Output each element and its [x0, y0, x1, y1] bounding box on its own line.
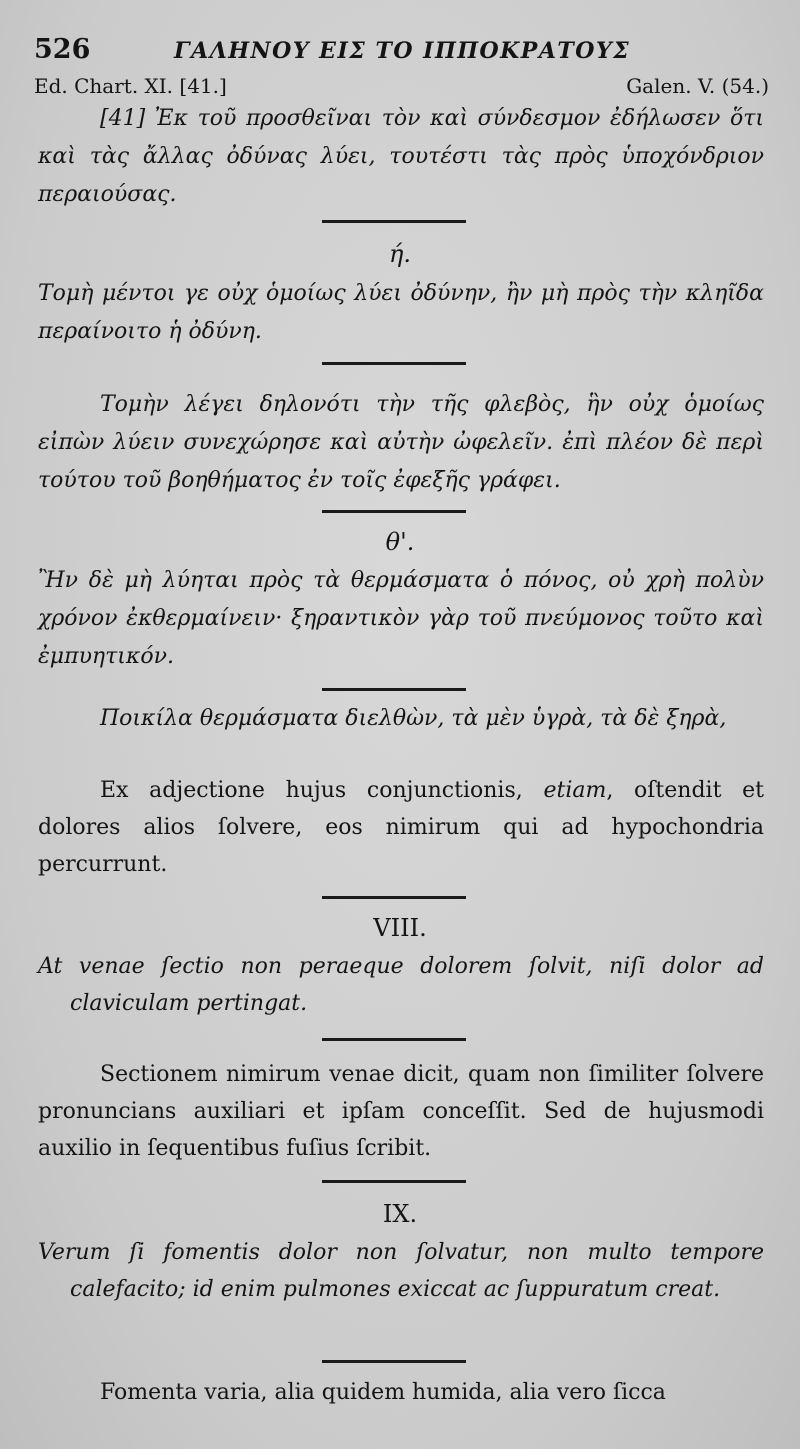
section-rule	[322, 220, 466, 223]
latin-aphorism-viii: At venae ſectio non peraeque dolorem ſolvit, niſi dolor ad claviculam pertingat.	[38, 954, 764, 1016]
greek-commentary-ix: Ποικίλα θερμάσματα διελθὼν, τὰ μὲν ὑγρὰ, τὰ δὲ ξηρὰ,	[100, 706, 727, 731]
latin-commentary-ix: Fomenta varia, alia quidem humida, alia vero ſicca	[100, 1380, 666, 1405]
latin-aphorism-number-viii: VIII.	[373, 914, 427, 942]
latin-aphorism-ix: Verum ſi fomentis dolor non ſolvatur, non multo tempore calefacito; id enim pulmones exiccat ac ſuppuratum creat.	[38, 1240, 764, 1302]
latin-aphorism-number-ix: IX.	[382, 1200, 418, 1228]
latin-commentary-1: Ex adjectione hujus conjunctionis, etiam, oſtendit et dolores alios ſolvere, eos nimirum qui ad hypochondria percurrunt.	[38, 778, 764, 877]
greek-aphorism-ix: Ἢν δὲ μὴ λύηται πρὸς τὰ θερμάσματα ὁ πόνος, οὐ χρὴ πολὺν χρόνον ἐκθερμαίνειν· ξηραντικὸν γὰρ τοῦ πνεύμονος τοῦτο καὶ ἐμπυητικόν.	[38, 568, 764, 669]
section-rule	[322, 688, 466, 691]
edition-chartier: Ed. Chart. XI. [41.]	[34, 74, 227, 98]
edition-galen: Galen. V. (54.)	[626, 74, 769, 98]
edition-line	[34, 74, 769, 102]
greek-aphorism-viii: Τομὴ μέντοι γε οὐχ ὁμοίως λύει ὀδύνην, ἢν μὴ πρὸς τὴν κληῖδα περαίνοιτο ἡ ὀδύνη.	[38, 281, 764, 344]
section-rule	[322, 510, 466, 513]
latin-commentary-viii: Sectionem nimirum venae dicit, quam non ſimiliter ſolvere pronuncians auxiliari et ipſam conceſſit. Sed de hujusmodi auxilio in ſequentibus fuſius ſcribit.	[38, 1062, 764, 1161]
section-rule	[322, 1360, 466, 1363]
greek-aphorism-number-ix: θ'.	[385, 528, 415, 556]
greek-commentary-viii: Τομὴν λέγει δηλονότι τὴν τῆς φλεβὸς, ἣν οὐχ ὁμοίως εἰπὼν λύειν συνεχώρησε καὶ αὐτὴν ὠφελεῖν. ἐπὶ πλέον δὲ περὶ τούτου τοῦ βοηθήματος ἐν τοῖς ἐφεξῆς γράφει.	[38, 392, 764, 493]
section-rule	[322, 362, 466, 365]
greek-commentary-1: [41] Ἐκ τοῦ προσθεῖναι τὸν καὶ σύνδεσμον ἐδήλωσεν ὅτι καὶ τὰς ἄλλας ὀδύνας λύει, τουτέστι τὰς πρὸς ὑποχόνδριον περαιούσας.	[38, 106, 764, 207]
page-header	[34, 34, 769, 70]
section-rule	[322, 896, 466, 899]
section-rule	[322, 1180, 466, 1183]
greek-aphorism-number-viii: ή.	[388, 240, 411, 268]
running-title: ΓΑΛΗΝΟΥ ΕΙΣ ΤΟ ΙΠΠΟΚΡΑΤΟΥΣ	[174, 38, 631, 64]
section-rule	[322, 1038, 466, 1041]
page-number: 526	[34, 34, 91, 65]
